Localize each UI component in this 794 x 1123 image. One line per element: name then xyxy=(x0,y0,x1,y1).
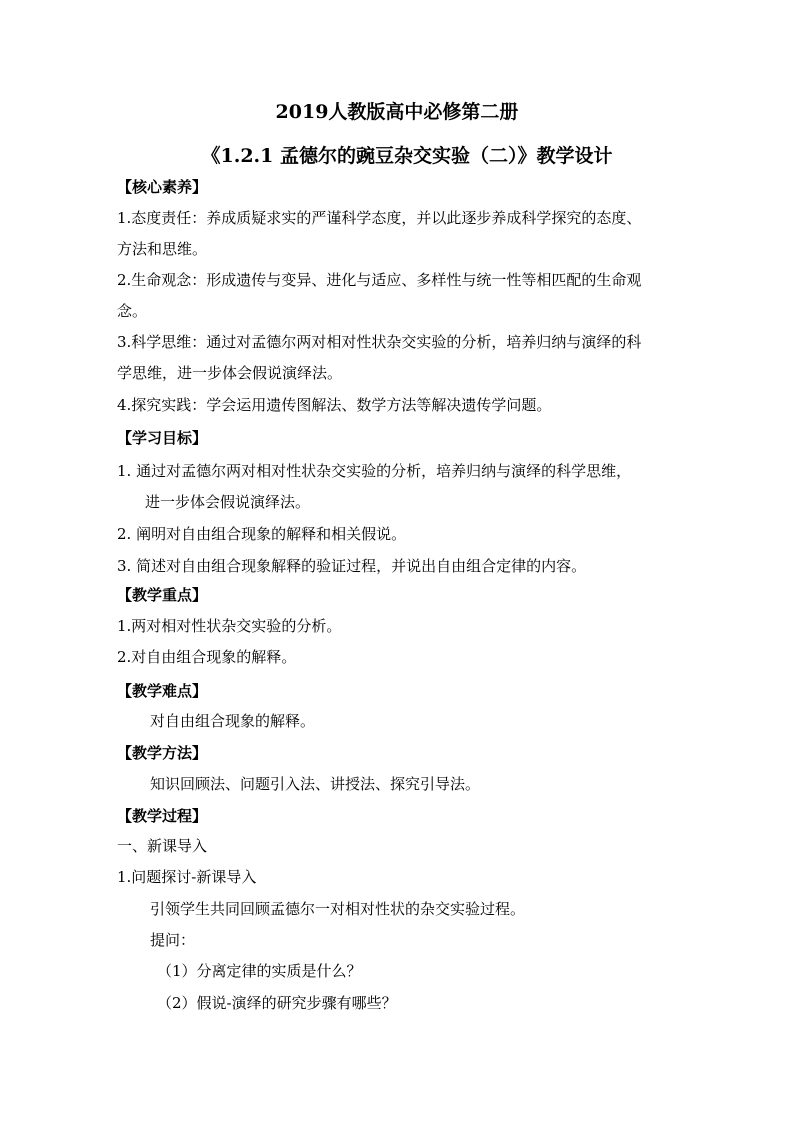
goal-item-line: 3. 简述对自由组合现象解释的验证过程，并说出自由组合定律的内容。 xyxy=(117,557,587,575)
core-item-line: 1.态度责任：养成质疑求实的严谨科学态度，并以此逐步养成科学探究的态度、 xyxy=(117,209,642,227)
goal-item-line: 1. 通过对孟德尔两对相对性状杂交实验的分析，培养归纳与演绎的科学思维， xyxy=(117,462,632,480)
section-heading-method: 【教学方法】 xyxy=(117,744,208,762)
core-item-line: 4.探究实践：学会运用遗传图解法、数学方法等解决遗传学问题。 xyxy=(117,396,552,414)
process-paragraph: 引领学生共同回顾孟德尔一对相对性状的杂交实验过程。 xyxy=(150,900,526,918)
core-item-line: 3.科学思维：通过对孟德尔两对相对性状杂交实验的分析，培养归纳与演绎的科 xyxy=(117,333,642,351)
core-item-line: 2.生命观念：形成遗传与变异、进化与适应、多样性与统一性等相匹配的生命观 xyxy=(117,271,642,289)
section-heading-goals: 【学习目标】 xyxy=(117,429,208,447)
process-ask-label: 提问： xyxy=(150,931,196,949)
process-question: （1）分离定律的实质是什么？ xyxy=(157,962,362,980)
section-heading-difficulty: 【教学难点】 xyxy=(117,682,208,700)
difficulty-text: 对自由组合现象的解释。 xyxy=(150,712,316,730)
section-heading-core: 【核心素养】 xyxy=(117,178,208,196)
core-item-line: 方法和思维。 xyxy=(117,240,208,258)
core-item-line: 念。 xyxy=(117,302,148,320)
core-item-line: 学思维，进一步体会假说演绎法。 xyxy=(117,364,343,382)
process-question: （2）假说-演绎的研究步骤有哪些？ xyxy=(157,994,397,1012)
focus-item-line: 2.对自由组合现象的解释。 xyxy=(117,648,297,666)
method-text: 知识回顾法、问题引入法、讲授法、探究引导法。 xyxy=(150,775,481,793)
document-title: 2019人教版高中必修第二册 xyxy=(275,101,519,123)
section-heading-focus: 【教学重点】 xyxy=(117,586,208,604)
process-subsection-title: 1.问题探讨-新课导入 xyxy=(117,868,257,886)
goal-item-line: 2. 阐明对自由组合现象的解释和相关假说。 xyxy=(117,525,407,543)
goal-item-line: 进一步体会假说演绎法。 xyxy=(145,493,311,511)
process-section-title: 一、新课导入 xyxy=(117,837,208,855)
document-subtitle: 《1.2.1 孟德尔的豌豆杂交实验（二）》教学设计 xyxy=(201,145,613,167)
section-heading-process: 【教学过程】 xyxy=(117,807,208,825)
focus-item-line: 1.两对相对性状杂交实验的分析。 xyxy=(117,617,342,635)
